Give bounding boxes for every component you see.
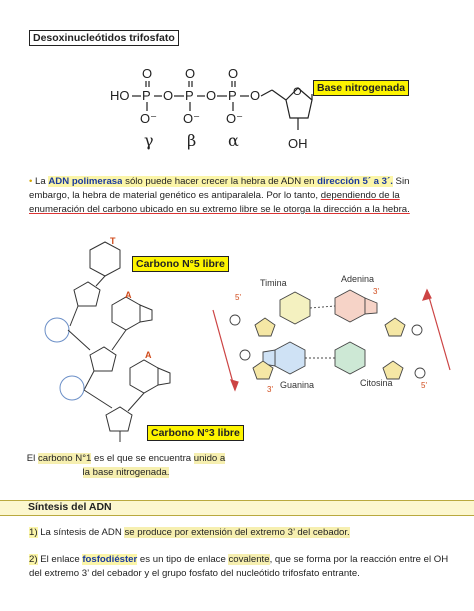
carbono3-label: Carbono N°3 libre (147, 425, 244, 441)
point-2 (29, 553, 459, 581)
bullet-seg3: Sin embargo, la hebra de material genético es antiparalela. Por lo tanto, (29, 176, 410, 201)
caption-seg-a: El (26, 453, 38, 464)
carbono5-label: Carbono N°5 libre (132, 256, 229, 272)
o-bridge-1: O (163, 88, 174, 103)
p-gamma: P (142, 88, 151, 103)
three-prime-top: 3' (373, 287, 379, 296)
gamma-label: γ (144, 131, 154, 150)
point2-num: 2) (29, 554, 38, 565)
beta-label: β (187, 131, 197, 150)
o-alpha-bottom: O⁻ (226, 111, 243, 126)
five-prime-top: 5' (235, 293, 241, 302)
bullet-paragraph (29, 175, 449, 217)
three-prime-bottom: 3' (267, 385, 273, 394)
covalente: covalente (228, 554, 270, 565)
point1-seg2: se produce por extensión del extremo 3’ del cebador. (124, 527, 350, 538)
caption-seg-d: unido a la base nitrogenada. (82, 453, 226, 478)
caption-seg-c: es el que se encuentra (91, 453, 194, 464)
nucleotide-triphosphate-diagram (100, 60, 400, 170)
carbono1-caption (26, 452, 226, 480)
alpha-label: α (228, 131, 239, 150)
bullet-seg1: La (32, 176, 49, 187)
oh-label: OH (288, 136, 308, 151)
o-beta-top: O (185, 66, 196, 81)
point2-seg1: El enlace (37, 554, 83, 565)
ho-label: HO (110, 88, 130, 103)
p-alpha: P (228, 88, 237, 103)
point-1 (29, 526, 459, 540)
five-prime-bottom: 5' (421, 381, 427, 390)
adenina-label: Adenina (341, 274, 375, 284)
o-beta-bottom: O⁻ (183, 111, 200, 126)
citosina-label: Citosina (360, 378, 393, 388)
point1-seg1: La síntesis de ADN (37, 527, 125, 538)
adn-polimerasa: ADN polimerasa (48, 176, 123, 187)
bullet-marker: • (29, 176, 33, 187)
point2-seg3: , que se forma por la reacción entre el OH del extremo 3’ del cebador y el grupo fosfato del nucleótido trifosfato entrante. (29, 554, 449, 579)
base-t-label: T (110, 236, 116, 246)
o-alpha-top: O (228, 66, 239, 81)
base-a1-label: A (125, 290, 132, 300)
point1-num: 1) (29, 527, 38, 538)
page-title: Desoxinucleótidos trifosfato (29, 30, 179, 46)
o-bridge-3: O (250, 88, 261, 103)
timina-label: Timina (260, 278, 287, 288)
ring-oxygen: O (293, 86, 302, 98)
section-title: Síntesis del ADN (28, 501, 112, 513)
o-gamma-bottom: O⁻ (140, 111, 157, 126)
base-a2-label: A (145, 350, 152, 360)
caption-seg-b: carbono N°1 (37, 453, 92, 464)
base-nitrogenada-label: Base nitrogenada (313, 80, 409, 96)
direccion-5-3: dirección 5´ a 3´. (317, 176, 393, 187)
base-pairing-diagram (205, 270, 460, 410)
o-bridge-2: O (206, 88, 217, 103)
bullet-seg2: sólo puede hacer crecer la hebra de ADN en (122, 176, 318, 187)
p-beta: P (185, 88, 194, 103)
bullet-seg4: dependiendo de la enumeración del carbono ubicado en su extremo libre se le otorga la dirección a la hebra. (29, 190, 410, 215)
fosfodiester: fosfodiéster (82, 554, 138, 565)
o-gamma-top: O (142, 66, 153, 81)
point2-seg2: es un tipo de enlace (137, 554, 229, 565)
guanina-label: Guanina (280, 380, 315, 390)
